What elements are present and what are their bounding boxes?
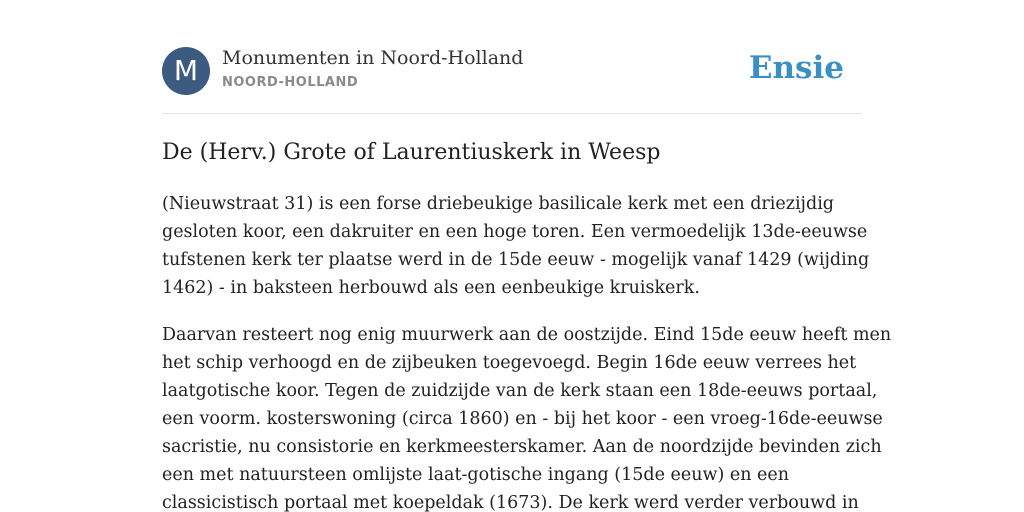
- avatar[interactable]: M: [162, 47, 210, 95]
- paragraph-1: [162, 190, 870, 302]
- text-line: het schip verhoogd en de zijbeuken toegevoegd. Begin 16de eeuw verrees het: [162, 353, 857, 373]
- brand-logo[interactable]: Ensie: [748, 50, 844, 86]
- text-line: sacristie, nu consistorie en kerkmeesterskamer. Aan de noordzijde bevinden zich: [162, 437, 882, 457]
- source-header: [162, 46, 862, 96]
- text-line: een met natuursteen omlijste laat-gotische ingang (15de eeuw) en een: [162, 465, 790, 485]
- text-line: (Nieuwstraat 31) is een forse driebeukige basilicale kerk met een driezijdig: [162, 194, 834, 214]
- text-line: laatgotische koor. Tegen de zuidzijde van de kerk staan een 18de-eeuws portaal,: [162, 381, 878, 401]
- text-line: classicistisch portaal met koepeldak (1673). De kerk werd verder verbouwd in: [162, 493, 859, 512]
- text-line: 1462) - in baksteen herbouwd als een eenbeukige kruiskerk.: [162, 278, 700, 298]
- text-line: Daarvan resteert nog enig muurwerk aan de oostzijde. Eind 15de eeuw heeft men: [162, 325, 892, 345]
- paragraph-2: [162, 321, 892, 512]
- source-title[interactable]: Monumenten in Noord-Holland: [222, 47, 524, 69]
- text-line: gesloten koor, een dakruiter en een hoge toren. Een vermoedelijk 13de-eeuwse: [162, 222, 868, 242]
- text-line: een voorm. kosterswoning (circa 1860) en - bij het koor - een vroeg-16de-eeuwse: [162, 409, 883, 429]
- divider: [162, 113, 862, 114]
- page-title: De (Herv.) Grote of Laurentiuskerk in Weesp: [162, 140, 661, 165]
- text-line: tufstenen kerk ter plaatse werd in de 15de eeuw - mogelijk vanaf 1429 (wijding: [162, 250, 870, 270]
- source-subtitle: NOORD-HOLLAND: [222, 75, 359, 90]
